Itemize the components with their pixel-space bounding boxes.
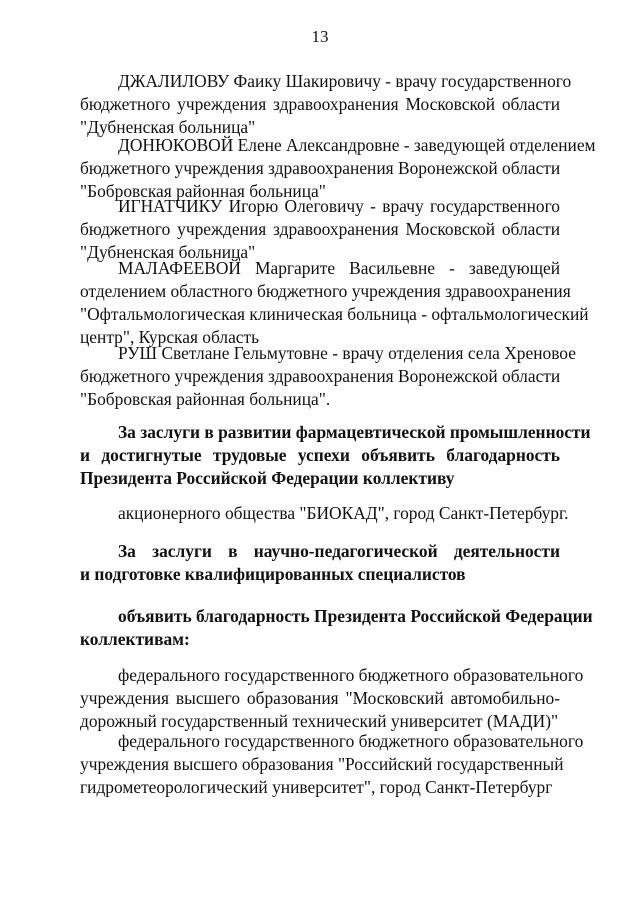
text-line: бюджетного учреждения здравоохранения Московской области [80,219,560,239]
page-number: 13 [311,27,329,46]
heading-line: и достигнутые трудовые успехи объявить благодарность [80,445,560,465]
heading-line: За заслуги в развитии фармацевтической промышленности [118,422,591,442]
section-heading-education [80,540,560,586]
awardee-entry [80,257,589,349]
text-line: ИГНАТЧИКУ Игорю Олеговичу - врачу государственного [118,196,560,216]
text-line: гидрометеорологический университет", город Санкт-Петербург [80,777,553,797]
text-line: федерального государственного бюджетного образовательного [118,665,584,685]
heading-line: и подготовке квалифицированных специалистов [80,564,466,584]
heading-line [80,540,560,563]
awardee-entry [80,70,572,139]
text-line: учреждения высшего образования "Московский автомобильно- [80,688,560,708]
text-line: РУШ Светлане Гельмутовне - врачу отделения села Хреновое [118,343,576,363]
heading-line: Президента Российской Федерации коллективу [80,468,455,488]
text-line: МАЛАФЕЕВОЙ Маргарите Васильевне - заведующей [118,258,560,278]
text-line: "Офтальмологическая клиническая больница - офтальмологический [80,304,589,324]
text-line: "Дубненская больница" [80,117,256,137]
text-line: бюджетного учреждения здравоохранения Московской области [80,94,560,114]
heading-word: За [118,541,136,561]
education-recipient [80,664,584,733]
education-recipient [80,730,584,799]
heading-word: заслуги [152,541,212,561]
heading-word: научно-педагогической [253,541,438,561]
awardee-entry [80,134,596,203]
text-line: акционерного общества "БИОКАД", город Санкт-Петербург. [118,503,569,523]
awardee-entry [80,195,560,264]
section-heading-pharma [80,421,591,490]
text-line: учреждения высшего образования "Российский государственный [80,754,564,774]
text-line: ДЖАЛИЛОВУ Фаику Шакировичу - врачу государственного [118,71,572,91]
announcement-heading [80,605,593,651]
text-line: "Бобровская районная больница" [80,181,326,201]
heading-line: объявить благодарность Президента Российской Федерации [118,606,593,626]
text-line: "Бобровская районная больница". [80,389,331,409]
heading-word: деятельности [453,541,560,561]
text-line: бюджетного учреждения здравоохранения Воронежской области [80,366,561,386]
text-line: "Дубненская больница" [80,242,256,262]
heading-word: в [228,541,238,561]
text-line: дорожный государственный технический университет (МАДИ)" [80,711,559,731]
heading-line: коллективам: [80,629,190,649]
awardee-entry [80,342,576,411]
text-line: ДОНЮКОВОЙ Елене Александровне - заведующей отделением [118,135,596,155]
pharma-recipient [80,502,569,525]
text-line: федерального государственного бюджетного образовательного [118,731,584,751]
text-line: бюджетного учреждения здравоохранения Воронежской области [80,158,561,178]
text-line: центр", Курская область [80,327,260,347]
text-line: отделением областного бюджетного учреждения здравоохранения [80,281,571,301]
